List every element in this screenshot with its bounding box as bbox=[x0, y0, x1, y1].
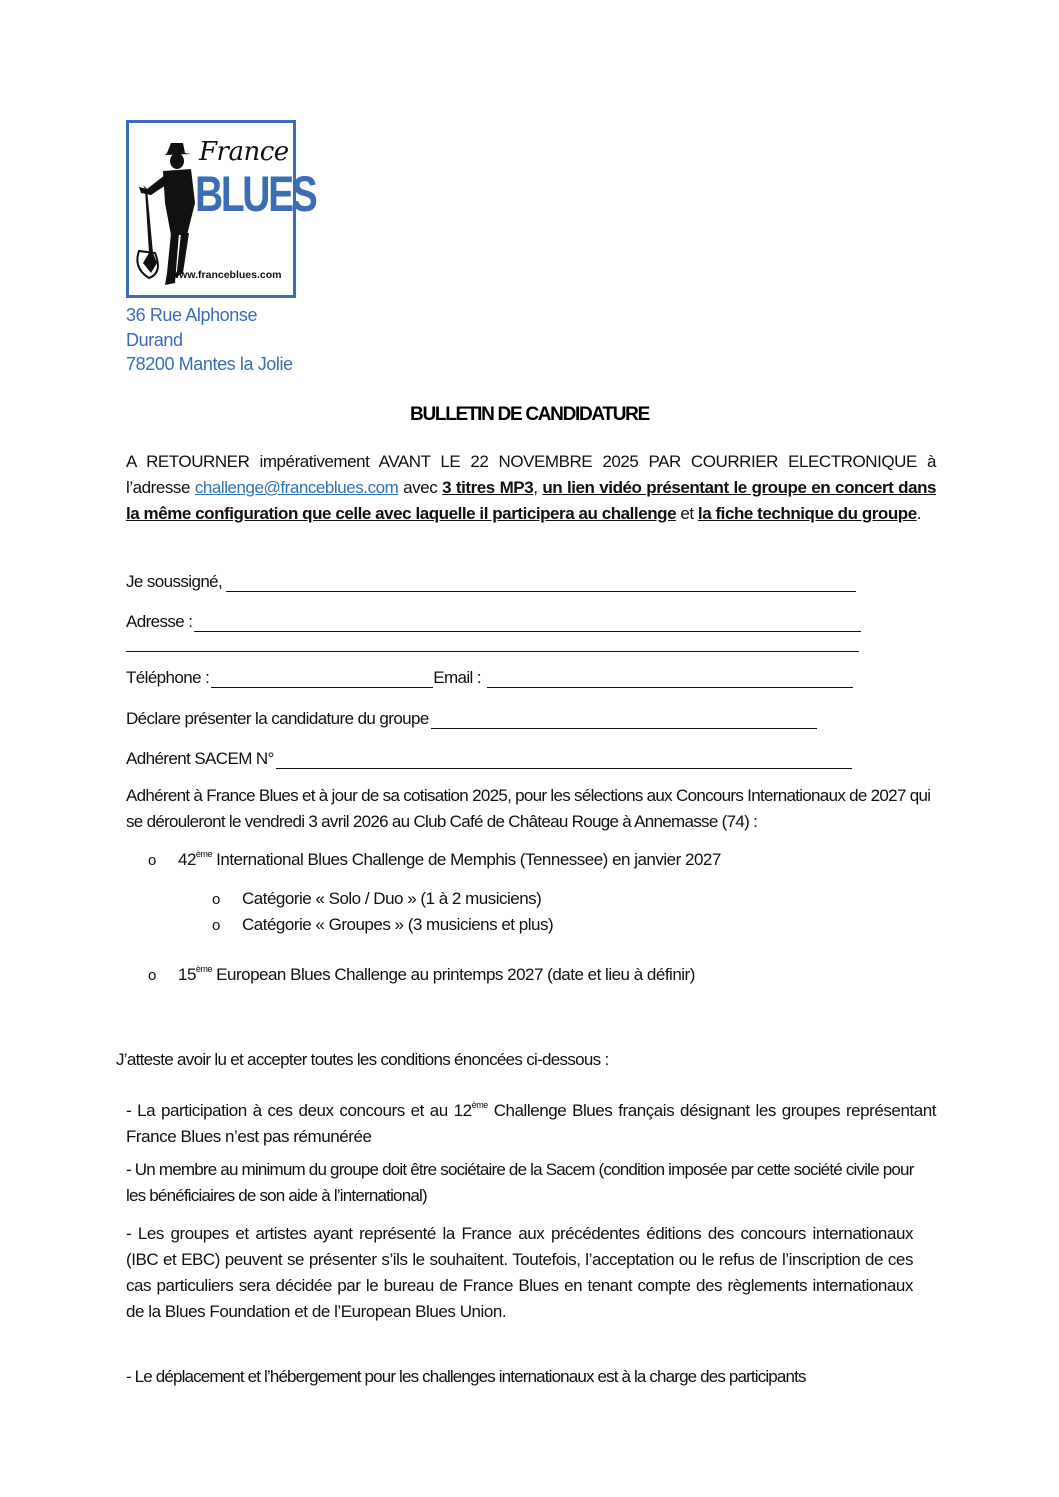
field-label: Adhérent SACEM N° bbox=[126, 749, 274, 768]
address-line-2: Durand bbox=[126, 329, 183, 350]
requirement-tech-sheet: la fiche technique du groupe bbox=[697, 504, 917, 523]
france-blues-logo bbox=[126, 120, 316, 298]
field-label: Déclare présenter la candidature du groupe bbox=[126, 709, 429, 728]
sender-address bbox=[126, 303, 293, 377]
telephone-input-line[interactable] bbox=[211, 669, 433, 688]
intro-text: A RETOURNER impérativement AVANT LE 22 NOVEMBRE 2025 PAR COURRIER ELECTRONIQUE à l’adresse bbox=[126, 452, 936, 497]
requirement-mp3: 3 titres MP3 bbox=[442, 478, 534, 497]
category-item bbox=[212, 889, 541, 909]
field-label: Email : bbox=[433, 668, 481, 687]
field-adresse bbox=[126, 608, 861, 632]
email-input-line[interactable] bbox=[487, 669, 853, 688]
intro-text: et bbox=[676, 504, 698, 523]
edition-number: 42 bbox=[178, 850, 196, 869]
intro-text: avec bbox=[398, 478, 443, 497]
competition-item bbox=[148, 849, 721, 870]
field-sacem bbox=[126, 745, 852, 769]
condition-item: - Le déplacement et l’hébergement pour les challenges internationaux est à la charge des participants bbox=[126, 1367, 806, 1386]
condition-text: - La participation à ces deux concours et au 12 bbox=[126, 1101, 472, 1120]
category-text: Catégorie « Solo / Duo » (1 à 2 musiciens) bbox=[242, 889, 542, 908]
groupe-input-line[interactable] bbox=[431, 710, 817, 729]
field-soussigne bbox=[126, 568, 856, 592]
address-line-1: 36 Rue Alphonse bbox=[126, 305, 258, 325]
intro-text: . bbox=[916, 504, 922, 523]
requirement-video: un lien vidéo présentant le groupe en concert dans la même configuration que celle avec laquelle il participera au challenge bbox=[126, 478, 937, 523]
soussigne-input-line[interactable] bbox=[226, 573, 856, 592]
intro-text: , bbox=[533, 478, 543, 497]
field-label: Adresse : bbox=[126, 612, 193, 631]
competition-text: European Blues Challenge au printemps 2027 (date et lieu à définir) bbox=[211, 965, 695, 984]
field-telephone-email bbox=[126, 664, 853, 688]
intro-paragraph bbox=[126, 449, 936, 527]
field-label: Je soussigné, bbox=[126, 572, 223, 591]
condition-item: - Les groupes et artistes ayant représenté la France aux précédentes éditions des concours internationaux (IBC et EBC) peuvent se présenter s’ils le souhaitent. Toutefois, l’acceptation ou le refus de l’inscription de ces cas particuliers sera décidée par le bureau de France Blues en tenant compte des règlements internationaux de la Blues Foundation et de l’European Blues Union. bbox=[126, 1224, 913, 1321]
adresse-input-line-2[interactable] bbox=[126, 651, 859, 652]
competition-text: International Blues Challenge de Memphis (Tennessee) en janvier 2027 bbox=[211, 850, 721, 869]
logo-blues-text: BLUES bbox=[195, 166, 316, 222]
field-groupe bbox=[126, 705, 817, 729]
bullet-icon: o bbox=[148, 852, 156, 869]
bullet-icon: o bbox=[212, 917, 220, 934]
address-line-3: 78200 Mantes la Jolie bbox=[126, 354, 293, 374]
bullet-icon: o bbox=[212, 891, 220, 908]
competition-item bbox=[148, 964, 695, 985]
logo-url-text: www.franceblues.com bbox=[171, 269, 282, 281]
sacem-input-line[interactable] bbox=[276, 750, 852, 769]
ordinal-suffix: ème bbox=[471, 1100, 488, 1110]
edition-number: 15 bbox=[178, 965, 196, 984]
logo-france-text: France bbox=[199, 137, 289, 167]
field-label: Téléphone : bbox=[126, 668, 210, 687]
ordinal-suffix: ème bbox=[195, 849, 212, 859]
category-text: Catégorie « Groupes » (3 musiciens et plus) bbox=[242, 915, 554, 934]
document-title: BULLETIN DE CANDIDATURE bbox=[410, 404, 649, 425]
condition-item: - Un membre au minimum du groupe doit être sociétaire de la Sacem (condition imposée par cette société civile pour les bénéficiaires de son aide à l’international) bbox=[126, 1160, 914, 1205]
condition-text: Challenge Blues français désignant les groupes représentant France Blues n’est pas rémunérée bbox=[126, 1101, 937, 1146]
bullet-icon: o bbox=[148, 967, 156, 984]
adresse-input-line[interactable] bbox=[194, 613, 861, 632]
challenge-email-link[interactable]: challenge@franceblues.com bbox=[194, 478, 399, 497]
condition-item bbox=[126, 1092, 936, 1150]
attestation-heading: J’atteste avoir lu et accepter toutes les conditions énoncées ci-dessous : bbox=[116, 1050, 609, 1069]
ordinal-suffix: ème bbox=[195, 964, 212, 974]
adherent-paragraph: Adhérent à France Blues et à jour de sa cotisation 2025, pour les sélections aux Concours Internationaux de 2027 qui se dérouleront le vendredi 3 avril 2026 au Club Café de Château Rouge à Annemasse (74) : bbox=[126, 786, 931, 831]
category-item bbox=[212, 915, 553, 935]
